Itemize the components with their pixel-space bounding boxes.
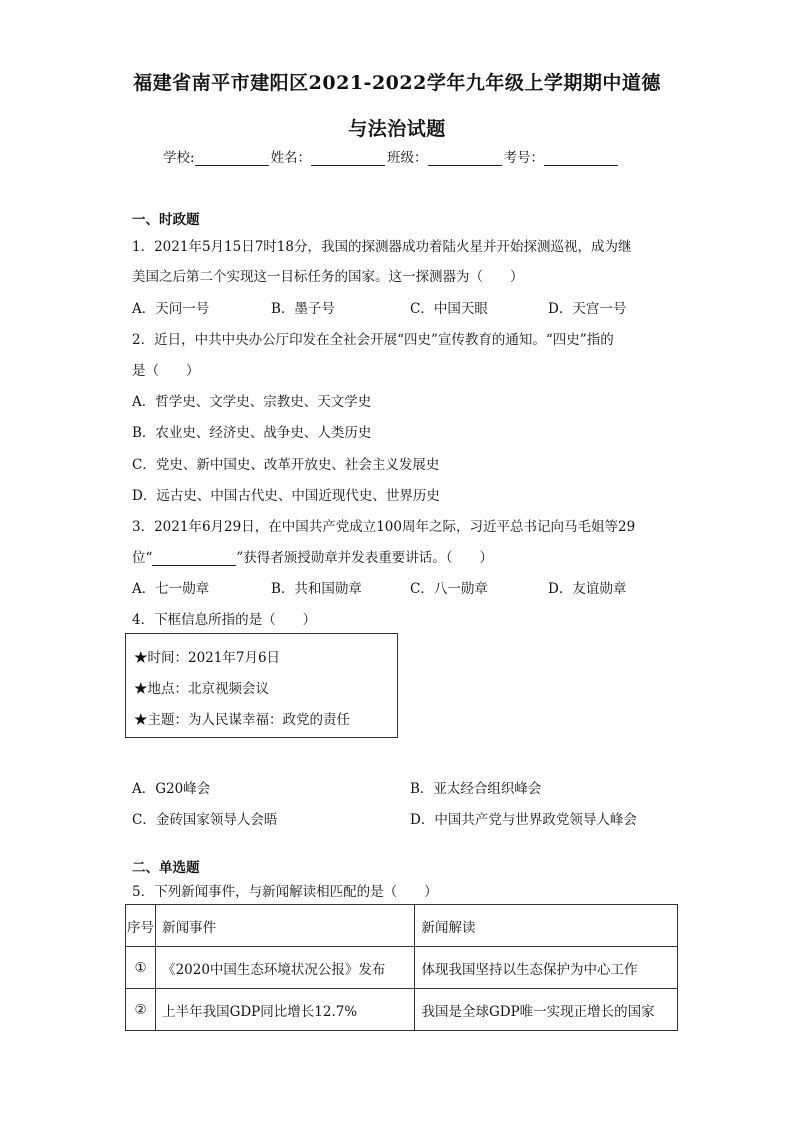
q2-option-b[interactable]: B．农业史、经济史、战争史、人类历史	[132, 425, 372, 441]
table-cell-event: 上半年我国GDP同比增长12.7%	[156, 989, 415, 1031]
table-cell-number: ①	[126, 947, 156, 989]
q4-option-b[interactable]: B．亚太经合组织峰会	[410, 781, 542, 797]
q2-option-d[interactable]: D．远古史、中国古代史、中国近现代史、世界历史	[132, 488, 440, 504]
section-heading-current-affairs: 一、时政题	[132, 212, 200, 228]
class-blank[interactable]	[428, 151, 502, 166]
q3-stem-line1: 3．2021年6月29日，在中国共产党成立100周年之际，习近平总书记向马毛姐等29	[132, 519, 636, 535]
table-cell-number: ②	[126, 989, 156, 1031]
q5-stem: 5．下列新闻事件，与新闻解读相匹配的是（ ）	[132, 884, 438, 900]
school-label: 学校:	[163, 150, 195, 166]
section-heading-single-choice: 二、单选题	[132, 860, 200, 876]
table-row	[126, 989, 678, 1031]
q2-stem-line2: 是（ ）	[132, 363, 200, 379]
name-blank[interactable]	[311, 151, 385, 166]
q3-stem-line2	[132, 546, 493, 566]
q1-option-b[interactable]: B．墨子号	[271, 301, 335, 317]
q1-option-a[interactable]: A．天问一号	[132, 301, 210, 317]
q3-option-a[interactable]: A．七一勋章	[132, 581, 210, 597]
doc-title-line2: 与法治试题	[348, 118, 446, 140]
q2-option-c[interactable]: C．党史、新中国史、改革开放史、社会主义发展史	[132, 457, 440, 473]
q5-news-table	[125, 904, 678, 1031]
q2-stem-line1: 2．近日，中共中央办公厅印发在全社会开展“四史”宣传教育的通知。“四史”指的	[132, 332, 614, 348]
q4-box-theme: ★主题：为人民谋幸福：政党的责任	[134, 712, 350, 728]
q4-info-box	[125, 633, 398, 738]
q4-option-d[interactable]: D．中国共产党与世界政党领导人峰会	[410, 812, 637, 828]
q3-option-c[interactable]: C．八一勋章	[410, 581, 488, 597]
q3-stem-pre: 位“	[132, 550, 153, 566]
q3-fill-blank[interactable]	[152, 551, 236, 566]
q4-box-place: ★地点：北京视频会议	[134, 681, 269, 697]
q2-option-a[interactable]: A．哲学史、文学史、宗教史、天文学史	[132, 394, 372, 410]
table-header-row	[126, 905, 678, 947]
table-header-cell: 序号	[126, 905, 156, 947]
student-info-row	[163, 146, 620, 166]
q1-option-c[interactable]: C．中国天眼	[410, 301, 488, 317]
q4-option-a[interactable]: A．G20峰会	[132, 781, 211, 797]
q3-stem-post: ”获得者颁授勋章并发表重要讲话。（ ）	[236, 550, 494, 566]
table-header-cell: 新闻解读	[415, 905, 678, 947]
q3-option-d[interactable]: D．友谊勋章	[548, 581, 627, 597]
table-header-cell: 新闻事件	[156, 905, 415, 947]
exam-no-label: 考号：	[503, 150, 545, 166]
q3-option-b[interactable]: B．共和国勋章	[271, 581, 362, 597]
table-cell-interpretation: 我国是全球GDP唯一实现正增长的国家	[415, 989, 678, 1031]
q1-stem-line2: 美国之后第二个实现这一目标任务的国家。这一探测器为（ ）	[132, 269, 524, 285]
exam-no-blank[interactable]	[544, 151, 618, 166]
q1-option-d[interactable]: D．天宫一号	[548, 301, 627, 317]
name-label: 姓名：	[270, 150, 312, 166]
class-label: 班级：	[387, 150, 428, 166]
q1-stem-line1: 1．2021年5月15日7时18分，我国的探测器成功着陆火星并开始探测巡视，成为继	[132, 239, 632, 255]
q4-stem: 4．下框信息所指的是（ ）	[132, 612, 317, 628]
q4-option-c[interactable]: C．金砖国家领导人会晤	[132, 812, 278, 828]
school-blank[interactable]	[195, 151, 269, 166]
table-row	[126, 947, 678, 989]
table-cell-event: 《2020中国生态环境状况公报》发布	[156, 947, 415, 989]
q4-box-time: ★时间：2021年7月6日	[134, 650, 281, 666]
doc-title-line1: 福建省南平市建阳区2021-2022学年九年级上学期期中道德	[133, 72, 661, 94]
table-cell-interpretation: 体现我国坚持以生态保护为中心工作	[415, 947, 678, 989]
